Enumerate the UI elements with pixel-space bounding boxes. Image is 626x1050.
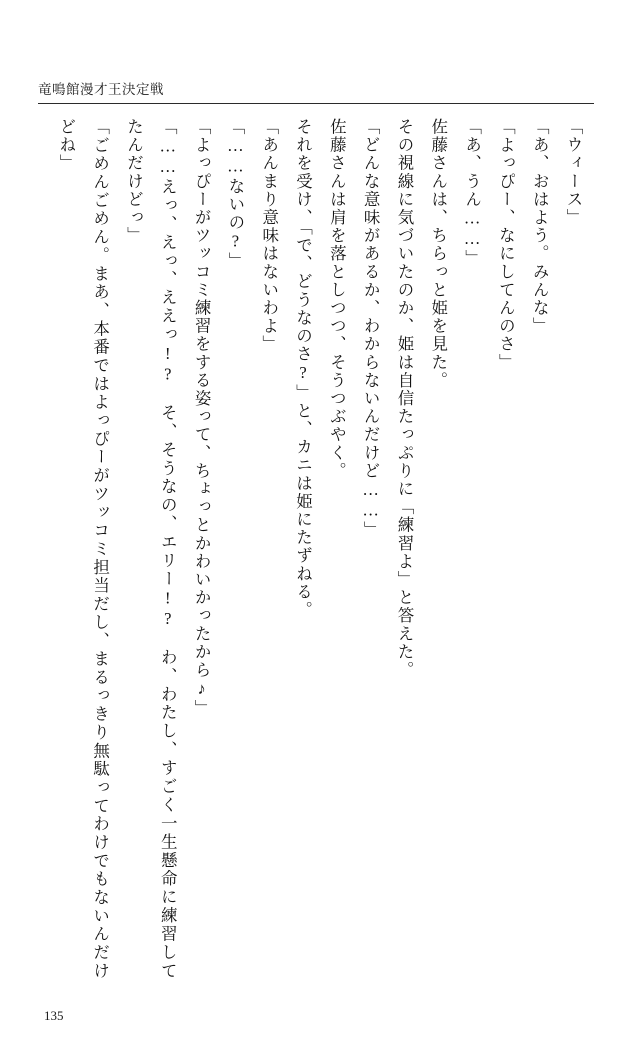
- paragraph: 「ごめんごめん。まあ、本番ではよっぴーがツッコミ担当だし、まるっきり無駄ってわけでもないんだけどね」: [56, 118, 110, 980]
- body-text: [38, 118, 590, 980]
- paragraph: その視線に気づいたのか、姫は自信たっぷりに「練習よ」と答えた。: [394, 118, 414, 680]
- paragraph: 「あ、おはよう。みんな」: [530, 118, 550, 336]
- paragraph: 「あ、うん……」: [462, 118, 482, 268]
- paragraph: 佐藤さんは、ちらっと姫を見た。: [428, 118, 448, 390]
- page-number: 135: [44, 1008, 64, 1023]
- paragraph: 「……ないの?」: [225, 118, 245, 271]
- paragraph: 「よっぴー、なにしてんのさ」: [496, 118, 516, 372]
- running-head: 竜鳴館漫才王決定戦: [38, 78, 594, 104]
- paragraph: 「よっぴーがツッコミ練習をする姿って、ちょっとかわいかったから♪」: [192, 118, 212, 718]
- paragraph: 「あんまり意味はないわよ」: [259, 118, 279, 354]
- paragraph: 佐藤さんは肩を落としつつ、そうつぶやく。: [327, 118, 347, 480]
- paragraph: 「ウィース」: [564, 118, 583, 227]
- paragraph: 「どんな意味があるか、わからないんだけど……」: [361, 118, 381, 540]
- paragraph: 「……えっ、えっ、ええっ!? そ、そうなの、エリー!? わ、わたし、すごく一生懸命に練習してたんだけどっ」: [124, 118, 178, 980]
- paragraph: それを受け、「で、どうなのさ?」と、カニは姫にたずねる。: [293, 118, 313, 620]
